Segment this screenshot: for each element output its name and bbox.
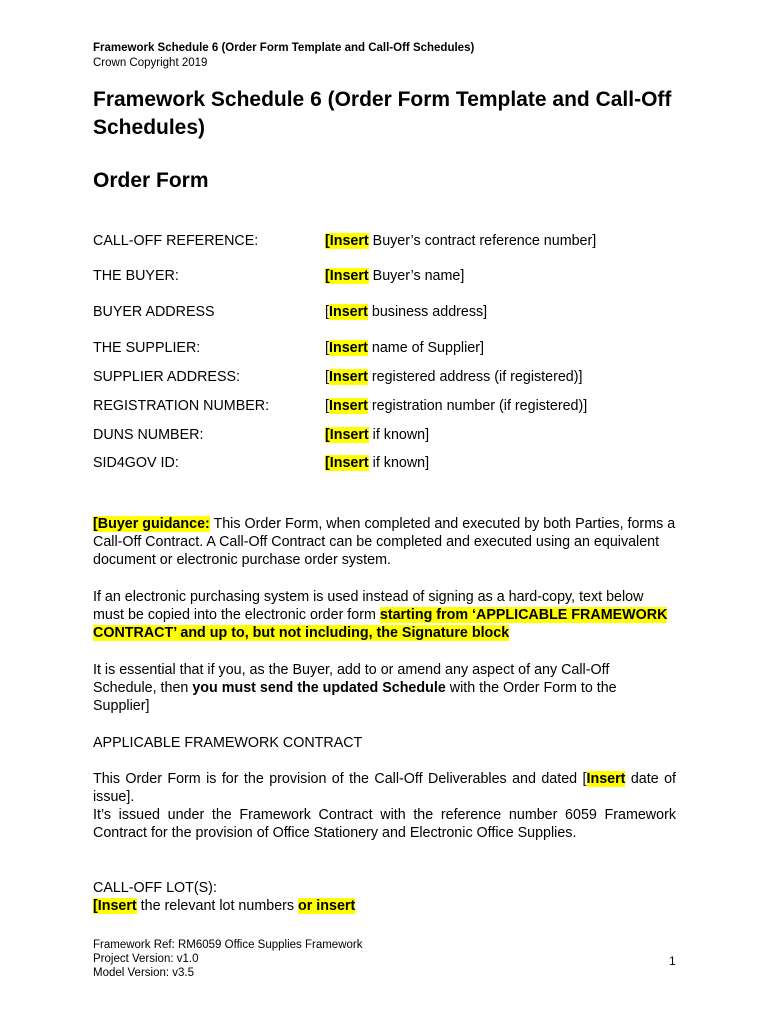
field-label: THE BUYER: xyxy=(93,268,179,284)
field-value: [Insert Buyer’s contract reference number] xyxy=(325,233,597,249)
buyer-guidance-paragraph-2: If an electronic purchasing system is used instead of signing as a hard-copy, text below must be copied into the electronic order form starting from ‘APPLICABLE FRAMEWORK CONTRACT’ and up to, but not including, the Signature block xyxy=(93,589,668,641)
field-value: [Insert if known] xyxy=(325,427,430,443)
buyer-guidance-label: [Buyer guidance: xyxy=(93,516,210,532)
field-value: [Insert registration number (if registered)] xyxy=(325,398,588,414)
buyer-guidance-paragraph-3: It is essential that if you, as the Buyer, add to or amend any aspect of any Call-Off Schedule, then you must send the updated Schedule with the Order Form to the Supplier] xyxy=(93,662,617,714)
send-schedule-emphasis: you must send the updated Schedule xyxy=(192,680,446,696)
insert-highlight: Insert xyxy=(328,340,368,356)
footer-framework-ref: Framework Ref: RM6059 Office Supplies Framework xyxy=(93,939,363,951)
field-label: DUNS NUMBER: xyxy=(93,427,204,443)
footer-project-version: Project Version: v1.0 xyxy=(93,953,199,965)
field-label: CALL-OFF REFERENCE: xyxy=(93,233,259,249)
field-label: SUPPLIER ADDRESS: xyxy=(93,369,240,385)
running-header-copyright: Crown Copyright 2019 xyxy=(93,57,208,69)
insert-highlight: [Insert xyxy=(325,427,369,443)
field-label: BUYER ADDRESS xyxy=(93,304,215,320)
or-insert-highlight: or insert xyxy=(298,898,356,914)
page-footer xyxy=(93,938,363,980)
field-value: [Insert if known] xyxy=(325,455,430,471)
field-value: [Insert name of Supplier] xyxy=(325,340,484,356)
buyer-guidance-paragraph-1: [Buyer guidance: This Order Form, when completed and executed by both Parties, forms a Call-Off Contract. A Call-Off Contract can be completed and executed using an equivalent document or electronic purchase order system. xyxy=(93,516,676,568)
insert-highlight: Insert xyxy=(328,304,368,320)
running-header-title: Framework Schedule 6 (Order Form Template and Call-Off Schedules) xyxy=(93,42,475,54)
field-label: REGISTRATION NUMBER: xyxy=(93,398,270,414)
field-label: THE SUPPLIER: xyxy=(93,340,201,356)
insert-highlight: [Insert xyxy=(325,455,369,471)
insert-highlight: Insert xyxy=(328,369,368,385)
page-number: 1 xyxy=(669,954,676,968)
applicable-framework-paragraph-2: It’s issued under the Framework Contract with the reference number 6059 Framework Contract for the provision of Office Stationery and Electronic Office Supplies. xyxy=(93,807,676,841)
insert-highlight: Insert xyxy=(328,398,368,414)
insert-highlight: [Insert xyxy=(325,268,369,284)
applicable-framework-heading: APPLICABLE FRAMEWORK CONTRACT xyxy=(93,735,363,751)
order-form-heading: Order Form xyxy=(93,169,209,192)
field-label: SID4GOV ID: xyxy=(93,455,179,471)
call-off-lots-heading: CALL-OFF LOT(S): xyxy=(93,880,217,896)
field-value: [Insert registered address (if registered)] xyxy=(325,369,583,385)
field-value: [Insert business address] xyxy=(325,304,488,320)
call-off-lots-value: [Insert the relevant lot numbers or insert xyxy=(93,898,356,914)
insert-highlight: [Insert xyxy=(93,898,137,914)
field-value: [Insert Buyer’s name] xyxy=(325,268,465,284)
document-title: Framework Schedule 6 (Order Form Template and Call-Off Schedules) xyxy=(93,88,672,139)
insert-highlight: Insert xyxy=(586,771,626,787)
insert-highlight: [Insert xyxy=(325,233,369,249)
applicable-framework-paragraph-1: This Order Form is for the provision of the Call-Off Deliverables and dated [Insert date of issue]. xyxy=(93,771,676,805)
footer-model-version: Model Version: v3.5 xyxy=(93,967,195,979)
copy-instruction-highlight: starting from ‘APPLICABLE FRAMEWORK CONTRACT’ and up to, but not including, the Signature block xyxy=(93,607,668,641)
